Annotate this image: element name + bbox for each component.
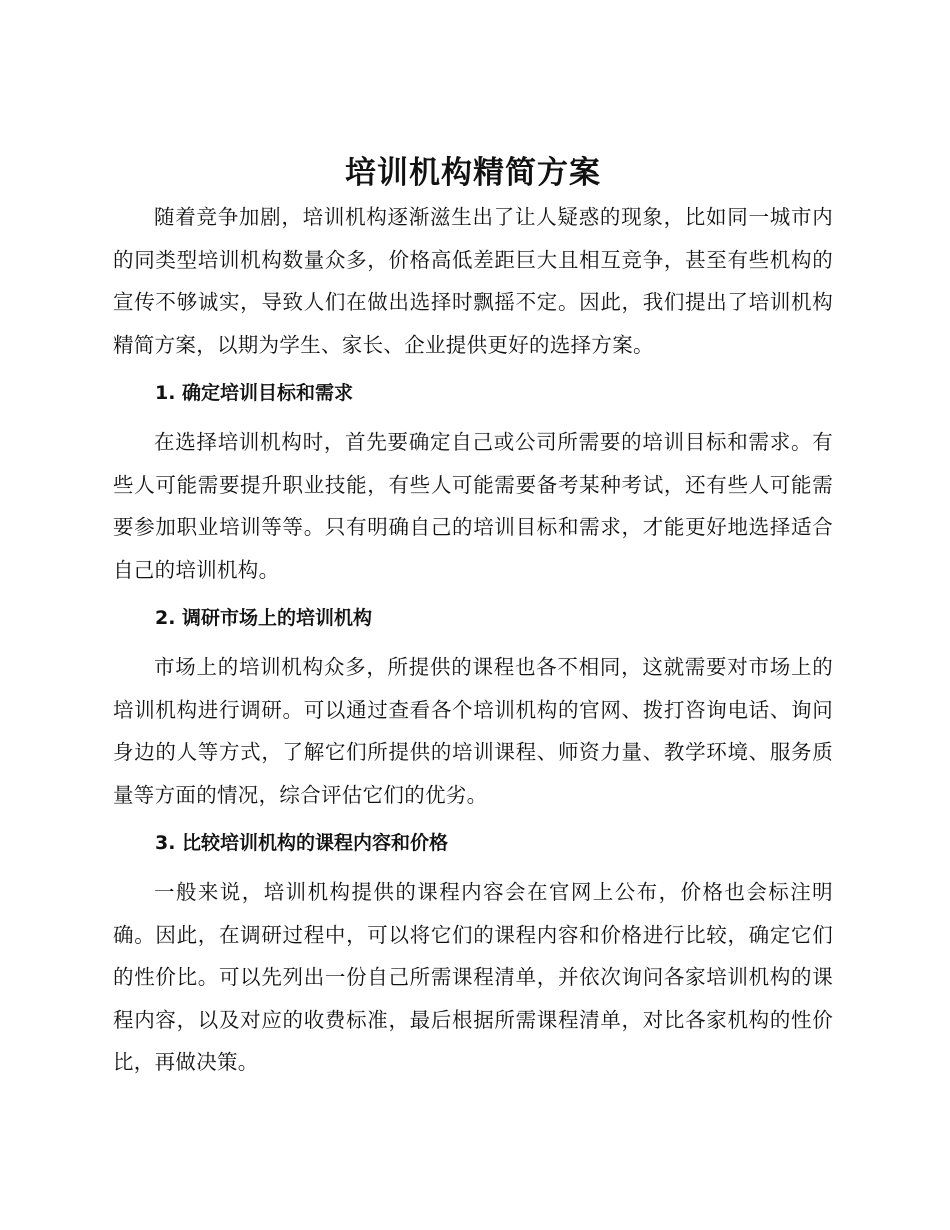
document-page [113, 150, 833, 1084]
section-body-2: 市场上的培训机构众多，所提供的课程也各不相同，这就需要对市场上的培训机构进行调研。可以通过查看各个培训机构的官网、拨打咨询电话、询问身边的人等方式，了解它们所提供的培训课程、师资力量、教学环境、服务质量等方面的情况，综合评估它们的优劣。 [113, 655, 833, 807]
intro-paragraph: 随着竞争加剧，培训机构逐渐滋生出了让人疑惑的现象，比如同一城市内的同类型培训机构数量众多，价格高低差距巨大且相互竞争，甚至有些机构的宣传不够诚实，导致人们在做出选择时飘摇不定。因此，我们提出了培训机构精简方案，以期为学生、家长、企业提供更好的选择方案。 [113, 205, 833, 357]
section-body-3: 一般来说，培训机构提供的课程内容会在官网上公布，价格也会标注明确。因此，在调研过程中，可以将它们的课程内容和价格进行比较，确定它们的性价比。可以先列出一份自己所需课程清单，并依次询问各家培训机构的课程内容，以及对应的收费标准，最后根据所需课程清单，对比各家机构的性价比，再做决策。 [113, 880, 833, 1074]
section-heading-3: 3. 比较培训机构的课程内容和价格 [155, 832, 449, 854]
document-title: 培训机构精简方案 [345, 155, 601, 191]
section-body-1: 在选择培训机构时，首先要确定自己或公司所需要的培训目标和需求。有些人可能需要提升职业技能，有些人可能需要备考某种考试，还有些人可能需要参加职业培训等等。只有明确自己的培训目标和需求，才能更好地选择适合自己的培训机构。 [113, 430, 833, 582]
section-heading-1: 1. 确定培训目标和需求 [155, 382, 354, 404]
section-heading-2: 2. 调研市场上的培训机构 [155, 607, 373, 629]
